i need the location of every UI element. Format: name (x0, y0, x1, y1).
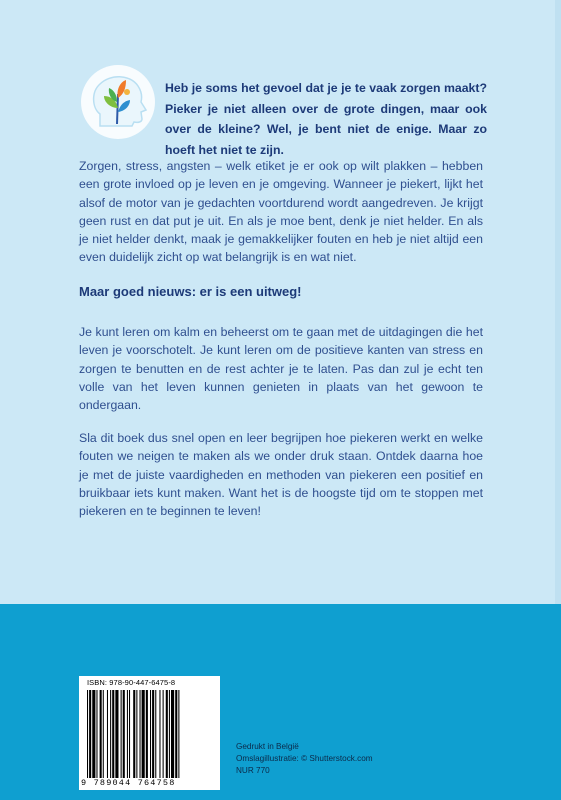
barcode-bar (92, 690, 95, 778)
paragraph-1: Zorgen, stress, angsten – welk etiket je er ook op wilt plakken – hebben een grote invloed op je leven en je omgeving. Wanneer je piekert, lijkt het alsof de motor van je gedachten voortdurend wordt aangedreven. Je krijgt geen rust en dat put je uit. En als je moe bent, denk je niet helder. En als je niet helder denkt, maak je gemakkelijker fouten en heb je niet altijd een even duidelijk zicht op wat belangrijk is en wat niet. (79, 159, 483, 265)
barcode-bar (127, 690, 128, 778)
isbn-label: ISBN: 978-90-447-6475-8 (87, 678, 176, 687)
subheading: Maar goed nieuws: er is een uitweg! (79, 284, 302, 299)
barcode-bar (96, 690, 97, 778)
barcode-bar (175, 690, 177, 778)
barcode-bar (178, 690, 179, 778)
colophon-illustration: Omslagillustratie: © Shutterstock.com (236, 754, 373, 763)
barcode-bar (133, 690, 135, 778)
colophon-printed: Gedrukt in België (236, 742, 299, 751)
barcode-bar (150, 690, 151, 778)
paragraph-3: Sla dit boek dus snel open en leer begrijpen hoe piekeren werkt en welke fouten we neigen te maken als we onder druk staan. Ontdek daarna hoe je met de juiste vaardigheden en methoden van piekeren een positief en bruikbaar iets kunt maken. Want het is de hoogste tijd om te stoppen met piekeren en te beginnen te leven! (79, 431, 483, 519)
barcode-bar (103, 690, 104, 778)
barcode-bars (87, 690, 212, 778)
colophon-nur: NUR 770 (236, 766, 270, 775)
barcode-bar (136, 690, 137, 778)
barcode-bar (123, 690, 125, 778)
barcode-bar (107, 690, 108, 778)
barcode-digits: 9 789044 764758 (81, 778, 176, 788)
barcode-bar (159, 690, 160, 778)
barcode-bar (155, 690, 156, 778)
intro-text: Heb je soms het gevoel dat je je te vaak zorgen maakt? Pieker je niet alleen over de grote dingen, maar ook over de kleine? Wel, je bent niet de enige. Maar zo hoeft het niet te zijn. (165, 81, 487, 157)
barcode-bar (163, 690, 164, 778)
barcode-bar (121, 690, 122, 778)
head-with-plant-icon (80, 64, 156, 140)
barcode-bar (129, 690, 130, 778)
colophon (236, 741, 373, 777)
barcode-bar (100, 690, 102, 778)
barcode-bar (146, 690, 148, 778)
barcode-bar (152, 690, 154, 778)
paragraph-2: Je kunt leren om kalm en beheerst om te gaan met de uitdagingen die het leven je voorschotelt. Je kunt leren om de positieve kanten van stress en zorgen te benutten en de rest achter je te laten. Pas dan zul je echt ten volle van het leven kunnen genieten in plaats van het gewoon te ondergaan. (79, 325, 483, 413)
barcode-bar (87, 690, 88, 778)
barcode-box (79, 676, 220, 790)
barcode-bar (142, 690, 145, 778)
barcode-bar (140, 690, 141, 778)
barcode-bar (171, 690, 174, 778)
page-edge-strip (555, 0, 561, 604)
barcode-bar (110, 690, 111, 778)
barcode-bar (115, 690, 118, 778)
barcode-bar (166, 690, 168, 778)
barcode-bar (112, 690, 114, 778)
barcode-bar (169, 690, 170, 778)
barcode-bar (89, 690, 91, 778)
